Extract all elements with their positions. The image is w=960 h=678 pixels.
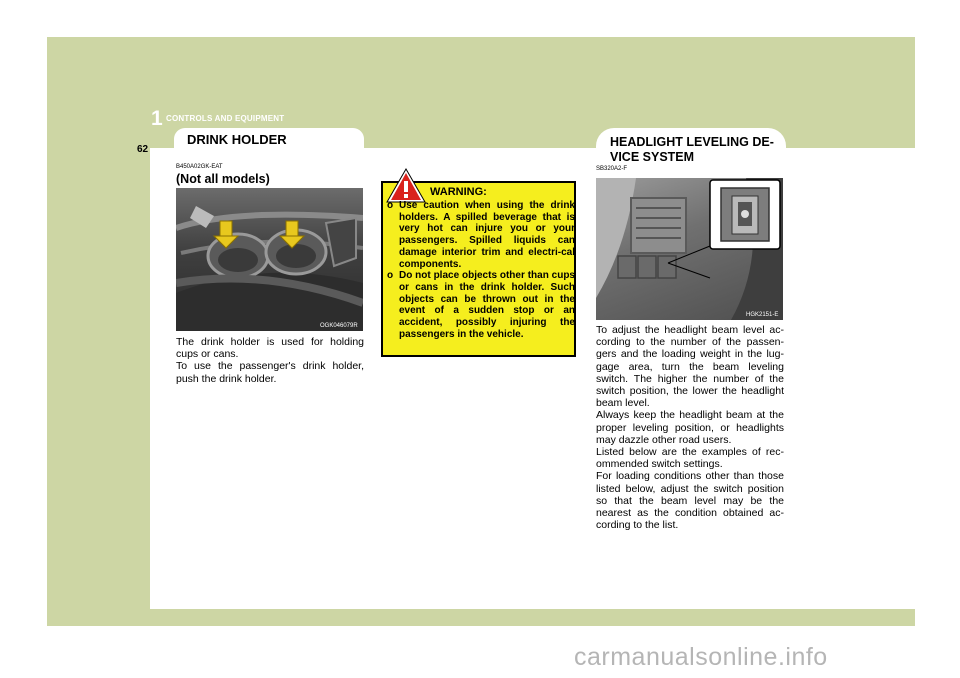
- subheading-not-all-models: (Not all models): [176, 172, 270, 186]
- drink-holder-text: [176, 336, 364, 385]
- figure-code-right: HGK2151-E: [746, 312, 779, 318]
- drink-holder-photo: [176, 188, 363, 331]
- chapter-number: 1: [151, 107, 163, 130]
- headlight-text: [596, 324, 784, 531]
- section-code-right: SB320A2-F: [596, 166, 628, 172]
- warning-title: WARNING:: [430, 186, 487, 198]
- side-margin: [47, 148, 150, 609]
- page-number: 62: [137, 144, 149, 155]
- bottom-margin: [47, 609, 915, 626]
- figure-code-left: OGK046079R: [320, 323, 358, 329]
- warning-item-text: Do not place objects other than cups or cans in the drink holder. Such objects can be thrown out in the event of a sudden stop or an accident, possibly injuring the passengers in the vehicle.: [399, 270, 575, 340]
- section-title-headlight: HEADLIGHT LEVELING DE-VICE SYSTEM: [610, 135, 774, 164]
- warning-triangle-icon: [386, 168, 426, 203]
- bullet: o: [387, 270, 394, 282]
- warning-item: [387, 200, 575, 270]
- paragraph: For loading conditions other than those listed below, adjust the switch position so that the beam level may be the nearest as the condition obtained ac-cording to the list.: [596, 470, 784, 532]
- paragraph: The drink holder is used for holding cups or cans.: [176, 336, 364, 361]
- paragraph: Listed below are the examples of rec-ommended switch settings.: [596, 446, 784, 471]
- footer-watermark: carmanualsonline.info: [574, 643, 828, 671]
- section-title-drink-holder: DRINK HOLDER: [187, 132, 287, 147]
- paragraph: To adjust the headlight beam level ac-cording to the number of the passen-gers and the loading weight in the lug-gage area, turn the beam leveling switch. The higher the number of the switch position, the lower the headlight beam level.: [596, 324, 784, 410]
- headlight-switch-illustration: [596, 178, 783, 320]
- section-code-left: B450A02GK-EAT: [176, 164, 223, 170]
- chapter-title: CONTROLS AND EQUIPMENT: [166, 114, 285, 123]
- paragraph: To use the passenger's drink holder, push the drink holder.: [176, 360, 364, 385]
- warning-item: [387, 270, 575, 340]
- warning-item-text: Use caution when using the drink holders. A spilled beverage that is very hot can injure you or your passengers. Spilled liquids can damage interior trim and electri-cal components.: [399, 200, 575, 270]
- bullet: o: [387, 200, 394, 211]
- drink-holder-illustration: [176, 188, 363, 331]
- paragraph: Always keep the headlight beam at the proper leveling position, or headlights may dazzle other road users.: [596, 409, 784, 446]
- headlight-switch-photo: [596, 178, 783, 320]
- warning-list: [387, 200, 575, 340]
